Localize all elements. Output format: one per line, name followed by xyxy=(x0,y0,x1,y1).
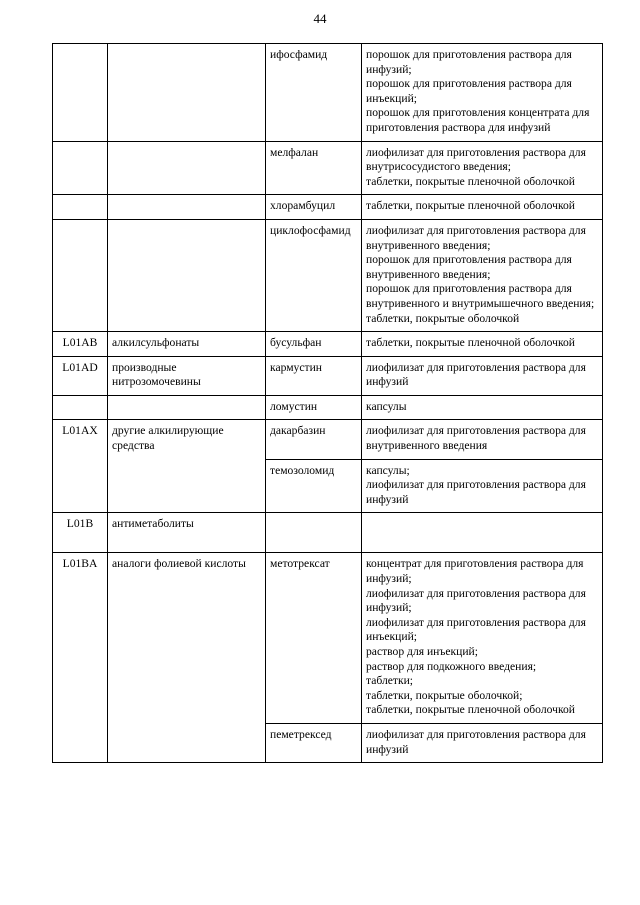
dosage-form-cell xyxy=(362,356,603,395)
dosage-form: лиофилизат для приготовления раствора для внутривенного введения; xyxy=(366,223,586,252)
drug-name-cell: дакарбазин xyxy=(266,420,362,459)
atc-code-cell: L01AD xyxy=(53,356,108,395)
dosage-form: капсулы xyxy=(366,399,407,413)
dosage-form-cell xyxy=(362,420,603,459)
group-cell: алкилсульфонаты xyxy=(108,332,266,357)
drug-name-cell: ломустин xyxy=(266,395,362,420)
group-cell xyxy=(108,219,266,331)
atc-code-cell: L01B xyxy=(53,513,108,553)
atc-code-cell xyxy=(53,395,108,420)
dosage-form: лиофилизат для приготовления раствора для инфузий xyxy=(366,360,586,389)
table-row xyxy=(53,356,603,395)
drug-name-cell: кармустин xyxy=(266,356,362,395)
dosage-form: лиофилизат для приготовления раствора для инфузий xyxy=(366,478,586,506)
dosage-form: лиофилизат для приготовления раствора для инфузий xyxy=(366,727,586,756)
table-row xyxy=(53,513,603,553)
group-cell xyxy=(108,195,266,220)
drug-name-cell: мелфалан xyxy=(266,141,362,195)
drug-name-cell xyxy=(266,513,362,553)
dosage-form-cell xyxy=(362,195,603,220)
dosage-form: таблетки, покрытые пленочной оболочкой xyxy=(366,199,575,213)
dosage-form: лиофилизат для приготовления раствора для инъекций; xyxy=(366,615,586,644)
dosage-form: таблетки, покрытые пленочной оболочкой xyxy=(366,703,575,717)
atc-code-cell xyxy=(53,44,108,142)
drug-table xyxy=(52,43,603,763)
dosage-form: порошок для приготовления раствора для внутривенного введения; xyxy=(366,253,572,281)
dosage-form: раствор для инъекций; xyxy=(366,645,478,658)
dosage-form: порошок для приготовления раствора для внутривенного и внутримышечного введения; xyxy=(366,282,595,310)
drug-name-cell: метотрексат xyxy=(266,553,362,724)
dosage-form-cell xyxy=(362,219,603,331)
dosage-form-cell xyxy=(362,723,603,762)
group-cell: антиметаболиты xyxy=(108,513,266,553)
table-row xyxy=(53,395,603,420)
group-cell xyxy=(108,141,266,195)
group-cell: другие алкилирующие средства xyxy=(108,420,266,513)
dosage-form: порошок для приготовления раствора для инфузий; xyxy=(366,48,572,76)
drug-name-cell: бусульфан xyxy=(266,332,362,357)
drug-name-cell: циклофосфамид xyxy=(266,219,362,331)
dosage-form-cell xyxy=(362,395,603,420)
table-row xyxy=(53,553,603,724)
dosage-form: лиофилизат для приготовления раствора для инфузий; xyxy=(366,586,586,615)
table-row xyxy=(53,420,603,459)
group-cell xyxy=(108,44,266,142)
drug-name-cell: хлорамбуцил xyxy=(266,195,362,220)
atc-code-cell: L01AB xyxy=(53,332,108,357)
dosage-form-cell xyxy=(362,513,603,553)
table-row xyxy=(53,332,603,357)
atc-code-cell: L01BA xyxy=(53,553,108,763)
group-cell: аналоги фолиевой кислоты xyxy=(108,553,266,763)
dosage-form-cell xyxy=(362,332,603,357)
dosage-form: капсулы; xyxy=(366,463,410,477)
drug-name-cell: темозоломид xyxy=(266,459,362,513)
table-row xyxy=(53,141,603,195)
dosage-form: таблетки, покрытые оболочкой xyxy=(366,311,520,325)
dosage-form-cell xyxy=(362,44,603,142)
atc-code-cell xyxy=(53,141,108,195)
group-cell: производные нитрозомочевины xyxy=(108,356,266,395)
table-row xyxy=(53,195,603,220)
dosage-form: таблетки; xyxy=(366,674,414,688)
dosage-form-cell xyxy=(362,459,603,513)
drug-name-cell: ифосфамид xyxy=(266,44,362,142)
dosage-form: раствор для подкожного введения; xyxy=(366,659,537,673)
table-row xyxy=(53,44,603,142)
dosage-form: таблетки, покрытые пленочной оболочкой xyxy=(366,336,575,350)
group-cell xyxy=(108,395,266,420)
page-number: 44 xyxy=(313,11,327,26)
atc-code-cell xyxy=(53,219,108,331)
dosage-form: таблетки, покрытые оболочкой; xyxy=(366,688,523,702)
dosage-form: порошок для приготовления раствора для инъекций; xyxy=(366,77,572,105)
dosage-form: лиофилизат для приготовления раствора для внутривенного введения xyxy=(366,424,586,453)
dosage-form: таблетки, покрытые пленочной оболочкой xyxy=(366,174,575,188)
drug-name-cell: пеметрексед xyxy=(266,723,362,762)
dosage-form-cell xyxy=(362,141,603,195)
dosage-form-cell xyxy=(362,553,603,724)
dosage-form: порошок для приготовления концентрата для приготовления раствора для инфузий xyxy=(366,106,590,134)
table-row xyxy=(53,219,603,331)
dosage-form: лиофилизат для приготовления раствора для внутрисосудистого введения; xyxy=(366,145,586,174)
atc-code-cell xyxy=(53,195,108,220)
dosage-form: концентрат для приготовления раствора для инфузий; xyxy=(366,557,584,586)
atc-code-cell: L01AX xyxy=(53,420,108,513)
